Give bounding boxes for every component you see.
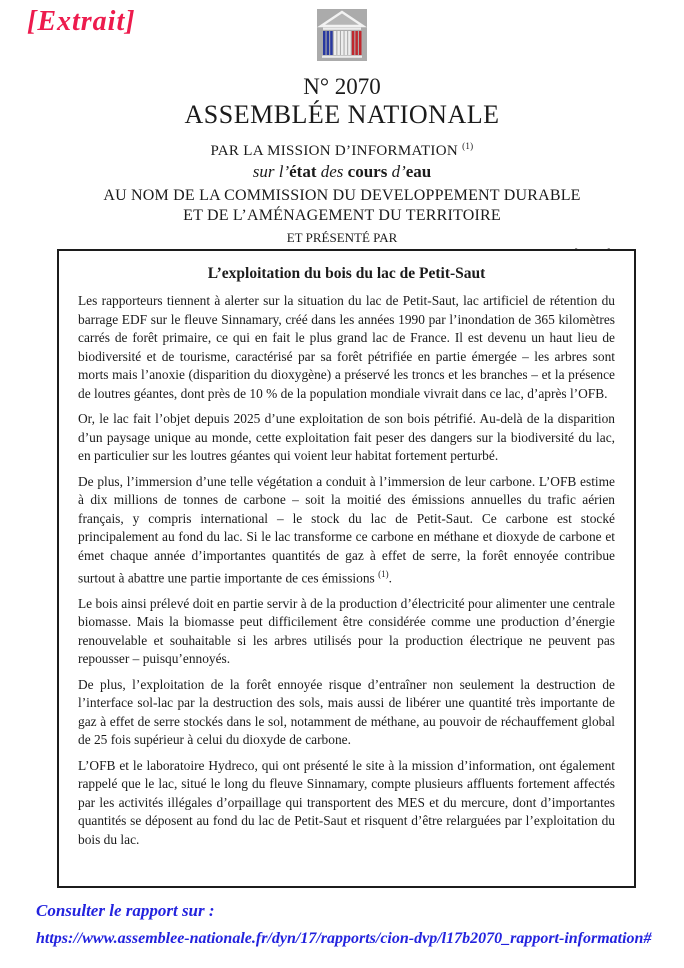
document-header: [0, 0, 684, 268]
consult-report-label: Consulter le rapport sur :: [36, 901, 215, 920]
report-subtitle: sur l’état des cours d’eau: [252, 162, 432, 181]
extract-box: [57, 249, 636, 888]
mission-footnote-mark: (1): [462, 141, 474, 151]
paragraph-3-period: .: [388, 570, 392, 586]
commission-line-1: AU NOM DE LA COMMISSION DU DEVELOPPEMENT DURABLE: [103, 187, 581, 204]
institution-title: ASSEMBLÉE NATIONALE: [184, 100, 500, 129]
box-paragraph-2: Or, le lac fait l’objet depuis 2025 d’une exploitation de son bois pétrifié. Au-delà de la disparition d’un paysage unique au monde, cette exploitation fait peser des dangers sur la biodiversité du lac, en particulier sur les loutres géantes qui voient leur habitat fortement perturbé.: [78, 411, 615, 463]
paragraph-3-footnote-mark: (1): [378, 569, 389, 579]
presented-by-line: ET PRÉSENTÉ PAR: [286, 230, 398, 245]
mission-line: [0, 137, 684, 160]
mission-text: PAR LA MISSION D’INFORMATION: [210, 143, 458, 159]
commission-line-2: ET DE L’AMÉNAGEMENT DU TERRITOIRE: [183, 207, 501, 224]
box-paragraph-5: De plus, l’exploitation de la forêt ennoyée risque d’entraîner non seulement la destruction de l’interface sol-lac par la destruction des sols, mais aussi de libérer une quantité très importante de gaz à effet de serre stockés dans le sol, notamment de méthane, au pouvoir de réchauffement global de 25 fois supérieur à celui du dioxyde de carbone.: [78, 676, 615, 748]
paragraph-3-text: De plus, l’immersion d’une telle végétation a conduit à l’immersion de leur carbone. L’OFB estime à dix millions de tonnes de carbone – soit la moitié des émissions annuelles du trafic aérien français, y compris international – le stock du lac de Petit-Saut. Ce carbone est stocké principalement au fond du lac. Si le lac transforme ce carbone en méthane et dioxyde de carbone et émet chaque année d’importantes quantités de gaz à effet de serre, la forêt ennoyée contribue surtout à abattre une partie importante de ces émissions: [78, 473, 615, 586]
box-paragraph-6: L’OFB et le laboratoire Hydreco, qui ont présenté le site à la mission d’information, ont également rappelé que le lac, situé le long du fleuve Sinnamary, compte plusieurs affluents fortement affectés par les activités illégales d’orpaillage qui transportent des MES et du mercure, dont d’importantes quantités se déposent au fond du lac de Petit-Saut et risquent d’être relarguées par l’exploitation du bois du lac.: [78, 757, 615, 847]
box-paragraph-1: Les rapporteurs tiennent à alerter sur la situation du lac de Petit-Saut, lac artificiel de rétention du barrage EDF sur le fleuve Sinnamary, créé dans les années 1990 par l’inondation de 365 kilomètres carrés de forêt primaire, ce qui en fait le plus grand lac de France. Il est devenu un haut lieu de biodiversité et de tourisme, caractérisé par sa forêt pétrifiée en partie émergée – les arbres sont morts mais l’anoxie (disparition du dioxygène) a préservé les troncs et les branches – et la présence de loutres géantes, dont près de 10 % de la population mondiale vivrait dans ce lac, d’après l’OFB.: [78, 293, 615, 401]
document-number: N° 2070: [303, 74, 381, 99]
box-title: L’exploitation du bois du lac de Petit-Saut: [207, 265, 486, 282]
extract-label: [Extrait]: [27, 6, 136, 37]
report-url-link[interactable]: https://www.assemblee-nationale.fr/dyn/17/rapports/cion-dvp/l17b2070_rapport-information#: [36, 930, 652, 947]
footer: [36, 901, 676, 948]
assemblee-nationale-logo-icon: [317, 9, 367, 66]
commission-lines: [0, 186, 684, 226]
box-paragraph-3: [78, 473, 615, 588]
box-paragraph-4: Le bois ainsi prélevé doit en partie servir à de la production d’électricité pour alimenter une centrale biomasse. Mais la biomasse peut difficilement être considérée comme une production d’énergie renouvelable et souhaitable si les arbres utilisés pour la production électrique ne peuvent pas repousser – puisqu’ennoyés.: [78, 595, 615, 667]
